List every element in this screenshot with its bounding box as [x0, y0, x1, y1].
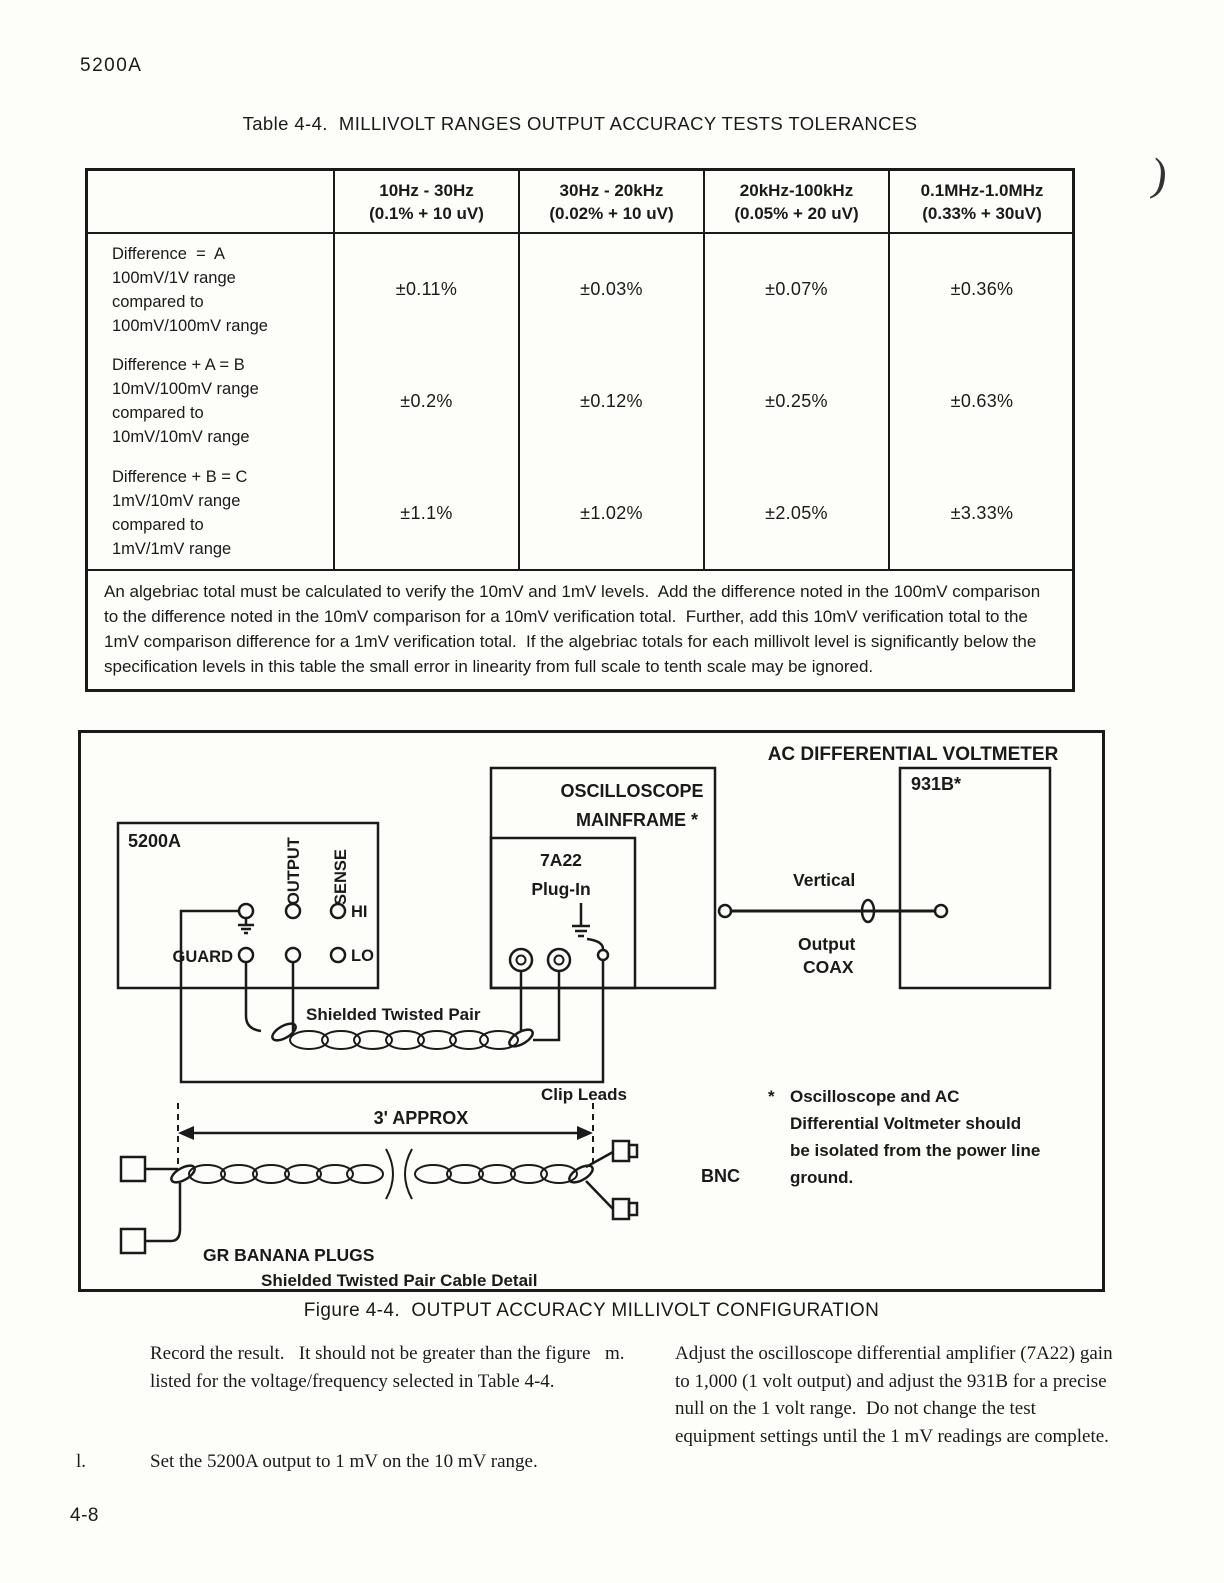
tolerance-value: ±0.03%: [519, 233, 704, 345]
cable-break-mark: [405, 1149, 412, 1199]
row-label-line: compared to: [112, 516, 204, 534]
shield-termination: [567, 1162, 596, 1185]
col-header: [334, 171, 519, 233]
oscilloscope-label: OSCILLOSCOPE: [560, 781, 704, 801]
vertical-label: Vertical: [793, 870, 856, 890]
col-header-range: 10Hz - 30Hz: [379, 180, 474, 200]
row-label-line: Difference = A: [112, 244, 225, 263]
mainframe-box: [491, 768, 715, 988]
shield-termination: [169, 1162, 198, 1185]
col-header-spec: (0.33% + 30uV): [922, 203, 1042, 223]
tolerance-value: ±1.1%: [334, 457, 519, 569]
cable-detail-label: Shielded Twisted Pair Cable Detail: [261, 1271, 538, 1289]
sense-vertical-label: SENSE: [332, 849, 350, 905]
row-label-line: 1mV/1mV range: [112, 540, 232, 558]
col-header-spec: (0.02% + 10 uV): [549, 203, 674, 223]
lo-label: LO: [351, 947, 374, 965]
isolation-note: [768, 1087, 1040, 1187]
table-row: [88, 345, 1074, 457]
pair-to-plugin-wire-2: [533, 971, 559, 1040]
arrow-left-icon: [178, 1126, 194, 1140]
guard-loop-wire: [181, 911, 603, 1082]
coax-label: COAX: [803, 957, 854, 977]
approx-length-label: 3' APPROX: [373, 1108, 469, 1128]
row-label: [88, 233, 334, 345]
row-label-line: compared to: [112, 292, 204, 311]
isolation-note-line: Differential Voltmeter should: [790, 1114, 1022, 1133]
ac-voltmeter-label: AC DIFFERENTIAL VOLTMETER: [767, 744, 1059, 765]
tolerance-value: ±0.07%: [704, 233, 889, 345]
guard-label: GUARD: [172, 948, 233, 966]
shielded-twisted-pair-label: Shielded Twisted Pair: [306, 1005, 481, 1024]
row-label-line: compared to: [112, 404, 204, 422]
twisted-pair-lower: [189, 1165, 577, 1183]
tolerance-value: ±0.25%: [704, 345, 889, 457]
row-label-line: 10mV/100mV range: [112, 380, 259, 398]
figure-caption: Figure 4-4. OUTPUT ACCURACY MILLIVOLT CONFIGURATION: [303, 1300, 880, 1321]
output-vertical-label: OUTPUT: [285, 837, 303, 905]
col-header-spec: (0.1% + 10 uV): [369, 203, 484, 223]
row-label-line: Difference + A = B: [112, 356, 245, 374]
isolation-note-asterisk: *: [768, 1087, 775, 1106]
plugin-input-connectors: [510, 949, 570, 971]
bnc-label: BNC: [701, 1166, 740, 1186]
ground-symbol-icon: [572, 903, 608, 960]
step-m-text: Adjust the oscilloscope differential amplifier (7A22) gain to 1,000 (1 volt output) and adjust the 931B for a precise null on the 1 volt range. Do not change the test equipment settings until the 1 mV readings are complete.: [675, 1343, 1118, 1447]
voltmeter-model-label: 931B*: [911, 774, 962, 794]
col-header: [889, 171, 1074, 233]
tolerance-value: ±0.11%: [334, 233, 519, 345]
mainframe-label: MAINFRAME *: [576, 810, 698, 830]
row-label-line: 100mV/100mV range: [112, 316, 268, 335]
col-header: [704, 171, 889, 233]
voltmeter-box: [900, 768, 1050, 988]
clip-leads-label: Clip Leads: [541, 1085, 627, 1104]
paragraph-record-result: Record the result. It should not be greater than the figure listed for the voltage/frequency selected in Table 4-4.: [150, 1343, 596, 1392]
calibrator-label: 5200A: [128, 831, 182, 851]
isolation-note-line: be isolated from the power line: [790, 1141, 1041, 1160]
bnc-wire-2: [586, 1181, 613, 1209]
cable-break-mark: [386, 1149, 393, 1199]
banana-plug: [121, 1157, 145, 1181]
row-label-line: 100mV/1V range: [112, 268, 236, 287]
bnc-connector: [613, 1199, 637, 1219]
col-header: [519, 171, 704, 233]
tolerance-table-box: [85, 168, 1075, 692]
table-row: [88, 233, 1074, 345]
row-label-line: 10mV/10mV range: [112, 428, 250, 446]
bnc-wire-1: [586, 1152, 613, 1167]
col-header-range: 30Hz - 20kHz: [559, 180, 664, 200]
tolerance-value: ±0.63%: [889, 345, 1074, 457]
isolation-note-line: Oscilloscope and AC: [790, 1087, 960, 1106]
col-header-range: 0.1MHz-1.0MHz: [920, 180, 1044, 200]
coax-cable: [719, 900, 947, 922]
doc-model-header: 5200A: [80, 55, 143, 76]
wiring-diagram-svg: [81, 733, 1102, 1289]
tolerance-value: ±0.12%: [519, 345, 704, 457]
table-title: Table 4-4. MILLIVOLT RANGES OUTPUT ACCURACY TESTS TOLERANCES: [242, 113, 918, 134]
tolerance-value: ±0.36%: [889, 233, 1074, 345]
hi-label: HI: [351, 903, 368, 921]
shield-termination: [270, 1020, 299, 1043]
col-header-spec: (0.05% + 20 uV): [734, 203, 859, 223]
row-label: [88, 345, 334, 457]
row-label-line: Difference + B = C: [112, 468, 248, 486]
row-label-line: 1mV/10mV range: [112, 492, 241, 510]
isolation-note-line: ground.: [790, 1168, 854, 1187]
corner-cell: [88, 171, 334, 233]
step-m-label: m.: [605, 1343, 625, 1364]
tolerance-table: [88, 171, 1074, 569]
bnc-connector: [613, 1141, 637, 1161]
scan-artifact: ): [1148, 148, 1171, 201]
tolerance-value: ±1.02%: [519, 457, 704, 569]
arrow-right-icon: [577, 1126, 593, 1140]
step-l-text: Set the 5200A output to 1 mV on the 10 mV range.: [150, 1451, 538, 1472]
output-label: Output: [798, 934, 856, 954]
binding-posts: [239, 904, 345, 962]
tolerance-value: ±0.2%: [334, 345, 519, 457]
chassis-ground-icon: [238, 918, 254, 933]
plugin-label: Plug-In: [531, 879, 591, 899]
figure-diagram: [78, 730, 1105, 1292]
banana-plug: [121, 1229, 145, 1253]
table-footnote: An algebriac total must be calculated to verify the 10mV and 1mV levels. Add the difference noted in the 100mV comparison to the difference noted in the 10mV comparison for a 10mV verification total. Further, add this 10mV verification total to the 1mV comparison difference for a 1mV verification total. If the algebriac totals for each millivolt level is significantly below the specification levels in this table the small error in linearity from full scale to tenth scale may be ignored.: [88, 569, 1072, 689]
tolerance-value: ±2.05%: [704, 457, 889, 569]
row-label: [88, 457, 334, 569]
table-header-row: [88, 171, 1074, 233]
gr-banana-plugs-label: GR BANANA PLUGS: [203, 1245, 375, 1265]
col-header-range: 20kHz-100kHz: [739, 180, 854, 200]
twisted-pair-upper: [290, 1031, 518, 1049]
plugin-model-label: 7A22: [540, 850, 582, 870]
table-row: [88, 457, 1074, 569]
page-number: 4-8: [70, 1505, 99, 1526]
tolerance-value: ±3.33%: [889, 457, 1074, 569]
step-l-label: l.: [76, 1451, 87, 1472]
plug-wire-2: [145, 1183, 180, 1241]
pair-wire-1: [246, 962, 261, 1031]
